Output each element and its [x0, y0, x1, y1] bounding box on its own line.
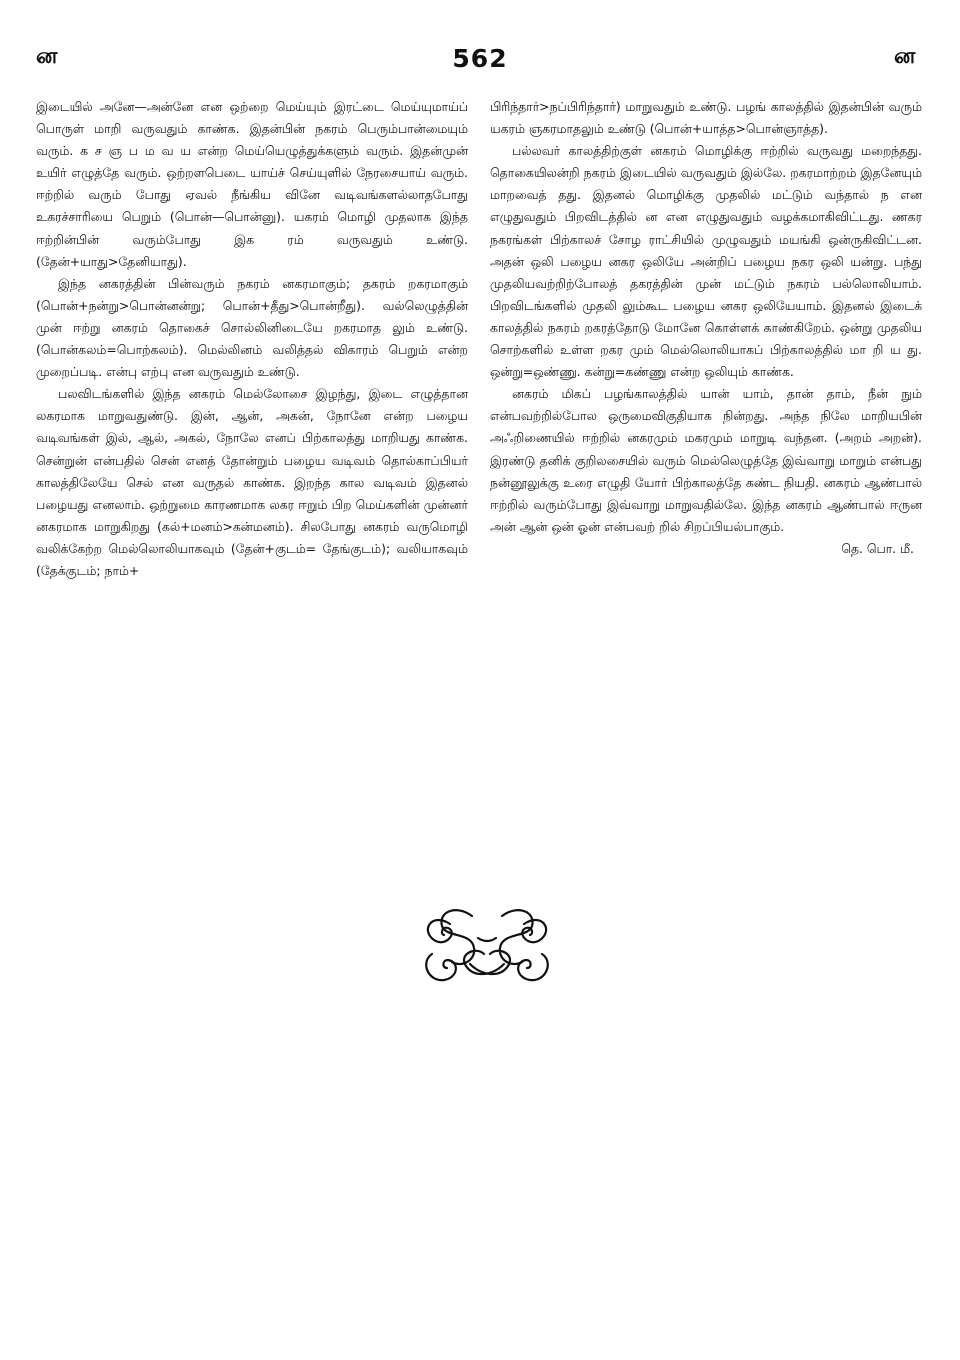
page-number: 562: [452, 44, 508, 73]
paragraph: இந்த னகரத்தின் பின்வரும் நகரம் னகரமாகும்; தகரம் றகரமாகும் (பொன்+நன்று>பொன்னன்று; பொன்+தீது>பொன்றீது). வல்லெழுத்தின் முன் ஈற்று னகரம் தொகைச் சொல்லினிடையே றகரமாத லும் உண்டு. (பொன்கலம்=பொற்கலம்). மெல்லினம் வலித்தல் விகாரம் பெறும் என்ற முறைப்படி. என்பு எற்பு என வருவதும் உண்டு.: [36, 275, 468, 380]
floral-scroll-ornament-icon: [412, 902, 562, 992]
header-left-letter: ன: [36, 44, 58, 69]
paragraph: பலவிடங்களில் இந்த னகரம் மெல்லோசை இழந்து, இடை எழுத்தான லகரமாக மாறுவதுண்டு. இன், ஆன், அகன், நோனே என்ற பழைய வடிவங்கள் இல், ஆல், அகல், நோலே எனப் பிற்காலத்து மாறியது காண்க. சென்றுன் என்பதில் சென் எனத் தோன்றும் பழைய வடிவம் தொல்காப்பியர் காலத்திலேயே செல் என வருதல் காண்க. இறந்த கால வடிவம் இதனல் பழையது எனலாம். ஒற்றுமை காரணமாக லகர ஈறும் பிற மெய்களின் முன்னர் னகரமாக மாறுகிறது (கல்+மனம்>கன்மனம்). சிலபோது னகரம் வருமொழி வலிக்கேற்ற மெல்லொலியாகவும் (தேன்+குடம்= தேங்குடம்); வலியாகவும் (தேக்குடம்; நாம்+: [36, 386, 468, 578]
left-column: [36, 96, 468, 582]
paragraph: பல்லவர் காலத்திற்குள் னகரம் மொழிக்கு ஈற்றில் வருவது மறைந்தது. தொகையிலன்றி நகரம் இடையில் வருவதும் இல்லே. றகரமாற்றம் இதனேயும் மாறவைத் தது. இதனல் மொழிக்கு முதலில் மட்டும் வந்தால் ந என எழுதுவதும் பிறவிடத்தில் ன என எழுதுவதும் வழக்கமாகிவிட்டது. ணகர நகரங்கள் பிற்காலச் சோழ ராட்சியில் முழுவதும் மயங்கி ஒன்ருகிவிட்டன. அதன் ஒலி பழைய னகர ஒலியே அன்றிப் பழைய நகர ஒலி யன்று. பந்து முதலியவற்றிற்போலத் தகரத்தின் முன் மட்டும் நகரம் பல்லொலியாம். பிறவிடங்களில் முதலி லும்கூட பழைய னகர ஒலியேயாம். இதனல் இடைக் காலத்தில் நகரம் றகரத்தோடு மோனே கொள்ளக் காண்கிறேம். ஒன்று முதலிய சொற்களில் உள்ள றகர மும் மெல்லொலியாகப் பிற்காலத்தில் மா றி ய து. ஒன்று=ஒண்ணு. கன்று=கண்ணு என்ற ஒலியும் காண்க.: [490, 143, 922, 380]
paragraph: னகரம் மிகப் பழங்காலத்தில் யான் யாம், தான் தாம், நீன் நும் என்பவற்றில்போல ஒருமைவிகுதியாக நின்றது. அந்த நிலே மாறியபின் அஃறிணையில் ஈற்றில் னகரமும் மகரமும் மாறுடி வந்தன. (அறம் அறன்). இரண்டு தனிக் குறிலசையில் வரும் மெல்லெழுத்தே இவ்வாறு மாறும் என்பது நன்னூலுக்கு உரை எழுதி யோர் பிற்காலத்தே கண்ட நியதி. னகரம் ஆண்பால் ஈற்றில் வரும்போது இவ்வாறு மாறுவதில்லே. இந்த னகரம் ஆண்பால் ஈருன அன் ஆன் ஒன் ஓன் என்பவற் றில் சிறப்பியல்பாகும்.: [490, 386, 922, 534]
author-signature: தெ. பொ. மீ.: [841, 540, 914, 556]
paragraph: இடையில் அனே—அன்னே என ஒற்றை மெய்யும் இரட்டை மெய்யுமாய்ப் பொருள் மாறி வருவதும் காண்க. இதன்பின் நகரம் பெரும்பான்மையும் வரும். க ச ஞ ப ம வ ய என்ற மெய்யெழுத்துக்களும் வரும். இதன்முன் உயிர் எழுத்தே வரும். ஒற்றளபெடை யாய்ச் செய்யுளில் நேரசையாய் வரும். ஈற்றில் வரும் போது ஏவல் நீங்கிய வினே வடிவங்களல்லாதபோது உகரச்சாரியை பெறும் (பொன்—பொன்னு). யகரம் மொழி முதலாக இந்த ஈற்றின்பின் வரும்போது இக ரம் வருவதும் உண்டு. (தேன்+யாது>தேனியாது).: [36, 99, 468, 269]
header-right-letter: ன: [894, 44, 916, 69]
right-column: [490, 96, 922, 560]
paragraph: பிரிந்தார்>நப்பிரிந்தார்) மாறுவதும் உண்டு. பழங் காலத்தில் இதன்பின் வரும் யகரம் ஞகரமாதலும் உண்டு (பொன்+யாத்த>பொன்ஞாத்த).: [490, 99, 922, 137]
